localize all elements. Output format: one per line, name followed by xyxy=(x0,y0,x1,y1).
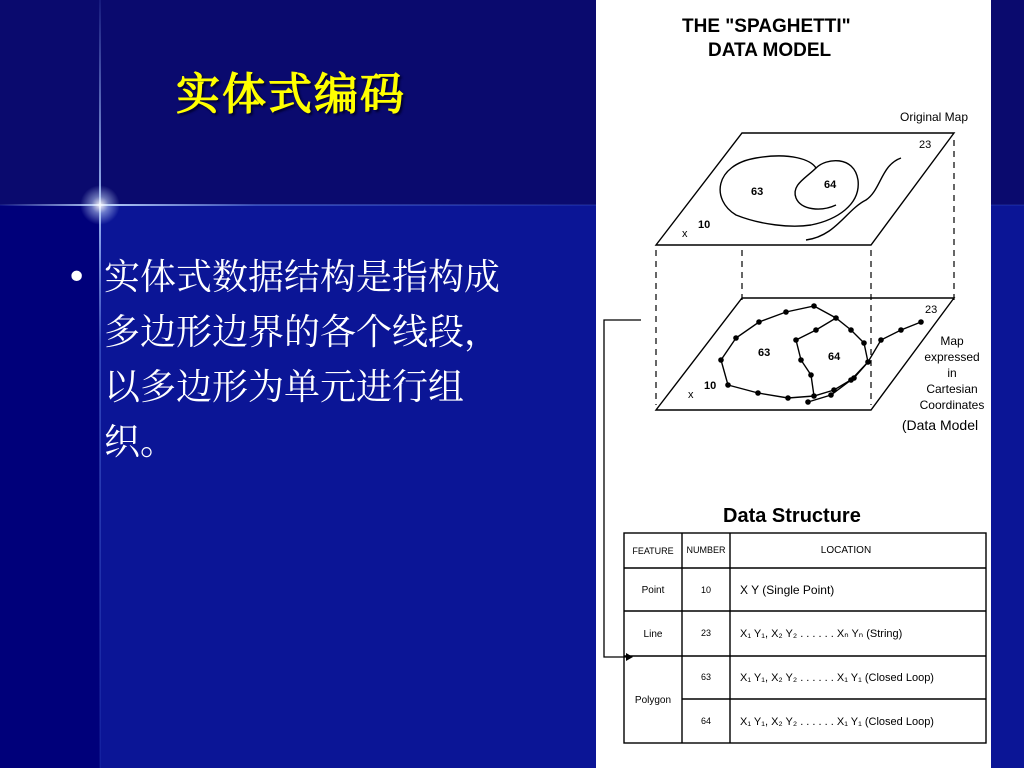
caption-line-1: Map xyxy=(940,334,964,348)
sparkle-glint xyxy=(80,185,120,225)
cartesian-point-marker: x xyxy=(688,389,694,401)
caption-line-5: Coordinates xyxy=(919,398,985,412)
figure-canvas xyxy=(596,0,991,768)
table-row-location: X₁ Y₁, X₂ Y₂ . . . . . . Xₙ Yₙ (String) xyxy=(740,628,903,640)
original-line-23-label: 23 xyxy=(919,139,932,151)
table-row-location: X₁ Y₁, X₂ Y₂ . . . . . . X₁ Y₁ (Closed Loop) xyxy=(740,716,934,728)
data-structure-title: Data Structure xyxy=(723,505,861,527)
original-point-marker: x xyxy=(682,228,688,240)
table-row-number: 10 xyxy=(700,585,712,595)
caption-line-2: expressed xyxy=(924,350,980,364)
cartesian-caption xyxy=(902,334,984,433)
caption-line-6: (Data Model xyxy=(901,417,979,433)
table-row-location: X₁ Y₁, X₂ Y₂ . . . . . . X₁ Y₁ (Closed Loop) xyxy=(740,672,934,684)
bullet-item xyxy=(66,250,516,470)
slide-title: 实体式编码 xyxy=(176,69,406,120)
table-header-feature: FEATURE xyxy=(632,546,674,556)
original-map-label: Original Map xyxy=(900,110,969,124)
connector-arrow xyxy=(604,320,641,657)
table-row-feature: Line xyxy=(643,629,663,640)
cartesian-polygon-63-label: 63 xyxy=(758,347,771,359)
cartesian-point-10-label: 10 xyxy=(704,380,717,392)
table-row-location: X Y (Single Point) xyxy=(740,583,835,597)
figure-title-line1: THE "SPAGHETTI" xyxy=(682,16,851,37)
bullet-text: 实体式数据结构是指构成多边形边界的各个线段，以多边形为单元进行组织。 xyxy=(104,257,501,463)
original-point-10-label: 10 xyxy=(698,219,711,231)
spaghetti-data-model-figure xyxy=(596,0,991,768)
table-header-number: NUMBER xyxy=(686,545,726,555)
cartesian-line-23-label: 23 xyxy=(925,304,938,316)
vertex-dots xyxy=(718,303,924,405)
table-row-feature: Point xyxy=(641,585,665,596)
cartesian-polygon-64-label: 64 xyxy=(828,351,841,363)
table-row-feature: Polygon xyxy=(634,695,672,706)
arrowhead-icon xyxy=(626,653,633,661)
table-row-number: 23 xyxy=(700,628,712,638)
table-header-location: LOCATION xyxy=(820,545,872,556)
caption-line-4: Cartesian xyxy=(926,382,978,396)
figure-title-line2: DATA MODEL xyxy=(708,40,832,61)
original-polygon-64-label: 64 xyxy=(824,179,837,191)
table-row-number: 64 xyxy=(700,716,712,726)
caption-line-3: in xyxy=(947,366,957,380)
bullet-list xyxy=(66,250,516,470)
cartesian-map-layer xyxy=(656,298,957,410)
original-polygon-63-label: 63 xyxy=(751,186,764,198)
bullet-marker: • xyxy=(66,257,88,298)
table-row-number: 63 xyxy=(700,672,712,682)
